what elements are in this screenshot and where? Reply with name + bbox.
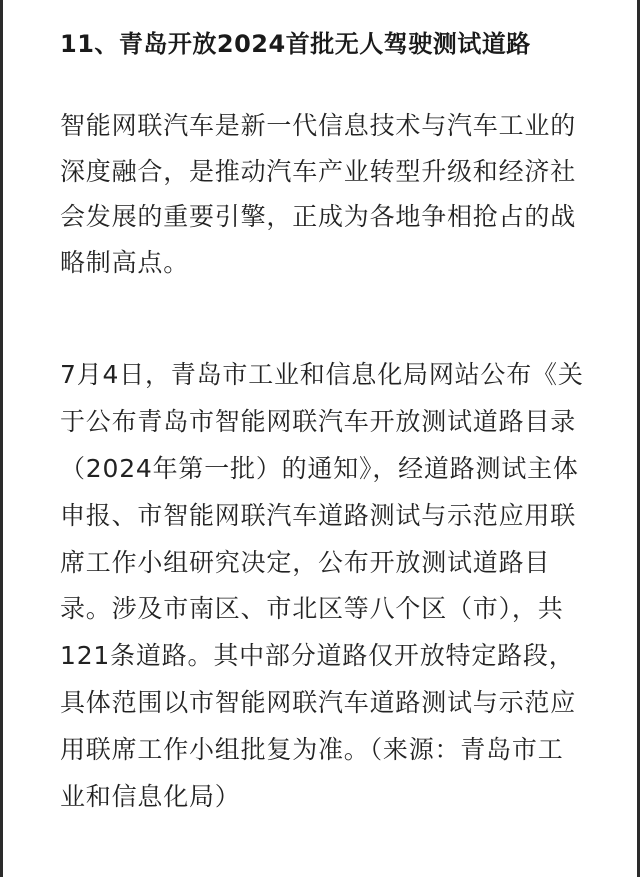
frame-edge-left <box>0 0 3 877</box>
paragraph-line: 略制高点。 <box>60 248 190 278</box>
paragraph-line: 7月4日，青岛市工业和信息化局网站公布《关 <box>60 360 584 389</box>
paragraph-announcement <box>60 356 584 825</box>
paragraph-line: 具体范围以市智能网联汽车道路测试与示范应 <box>60 688 577 718</box>
paragraph-line: 深度融合，是推动汽车产业转型升级和经济社 <box>60 156 577 186</box>
paragraph-line: 会发展的重要引擎，正成为各地争相抢占的战 <box>60 202 577 232</box>
paragraph-line: 用联席工作小组批复为准。（来源：青岛市工 <box>60 735 564 765</box>
paragraph-line: 申报、市智能网联汽车道路测试与示范应用联 <box>60 500 577 530</box>
paragraph-line: 于公布青岛市智能网联汽车开放测试道路目录 <box>60 406 577 436</box>
paragraph-line: 业和信息化局） <box>60 782 241 812</box>
paragraph-line: 智能网联汽车是新一代信息技术与汽车工业的 <box>60 111 577 140</box>
paragraph-line: 录。涉及市南区、市北区等八个区（市），共 <box>60 594 564 624</box>
paragraph-line: 121条道路。其中部分道路仅开放特定路段， <box>60 641 575 671</box>
paragraph-line: （2024年第一批）的通知》，经道路测试主体 <box>60 453 579 483</box>
article-headline: 11、青岛开放2024首批无人驾驶测试道路 <box>60 30 531 58</box>
paragraph-line: 席工作小组研究决定，公布开放测试道路目 <box>60 547 551 577</box>
paragraph-intro <box>60 107 580 290</box>
